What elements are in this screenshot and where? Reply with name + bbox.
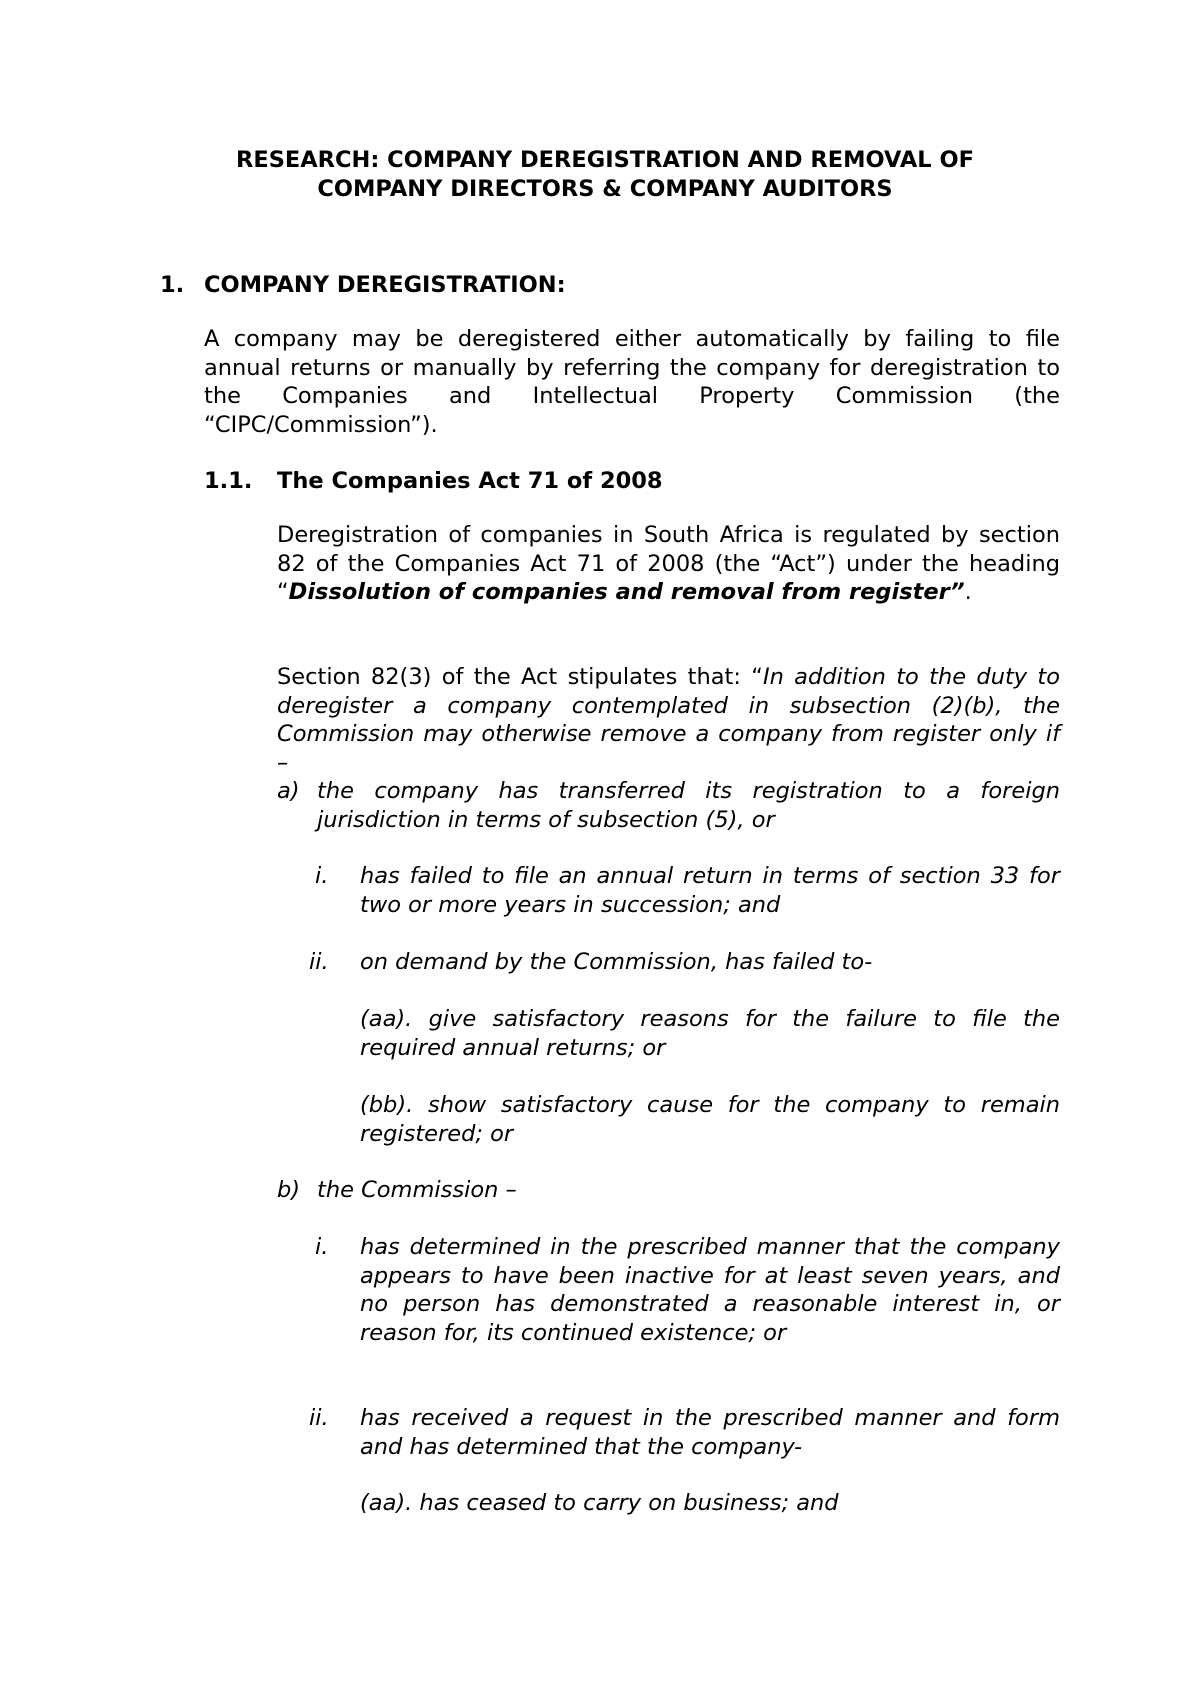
section-82-3-paragraph (277, 663, 1060, 777)
section-1-paragraph: A company may be deregistered either automatically by failing to file annual returns or manually by referring the company for deregistration to the Companies and Intellectual Property Commission (the “CIPC/Commission”). (204, 326, 1060, 438)
item-a-i-label: i. (315, 863, 329, 889)
dissolution-heading-quote: Dissolution of companies and removal from register” (288, 579, 965, 605)
item-a-label: a) (277, 778, 300, 804)
item-b-ii-text: has received a request in the prescribed manner and form and has determined that the company- (360, 1405, 1060, 1460)
section-1-heading: COMPANY DEREGISTRATION: (204, 272, 566, 298)
act-regulation-end: . (964, 579, 972, 605)
document-title-line-1: RESEARCH: COMPANY DEREGISTRATION AND REMOVAL OF (236, 147, 974, 173)
document-title-line-2: COMPANY DIRECTORS & COMPANY AUDITORS (317, 176, 893, 202)
item-a-ii-aa: (aa). give satisfactory reasons for the failure to file the required annual returns; or (360, 1006, 1060, 1061)
item-a-ii-label: ii. (309, 949, 329, 975)
section-82-3-intro: Section 82(3) of the Act stipulates that: “ (277, 664, 763, 690)
item-b-ii-aa: (aa). has ceased to carry on business; and (360, 1490, 839, 1516)
item-b-ii-label: ii. (309, 1405, 329, 1431)
item-a-ii-text: on demand by the Commission, has failed to- (360, 949, 873, 975)
section-82-3-quote: In addition to the duty to deregister a company contemplated in subsection (2)(b), the Commission may otherwise remove a company from register only if – (277, 664, 1061, 776)
act-regulation-paragraph (277, 521, 1060, 607)
item-b-label: b) (277, 1177, 301, 1203)
item-a-i-text: has failed to file an annual return in terms of section 33 for two or more years in succession; and (360, 863, 1060, 918)
item-b-i-label: i. (315, 1234, 329, 1260)
section-1-number: 1. (160, 272, 185, 298)
act-regulation-text: Deregistration of companies in South Africa is regulated by section 82 of the Companies Act 71 of 2008 (the “Act”) under the heading “ (277, 522, 1060, 605)
item-a-ii-bb: (bb). show satisfactory cause for the company to remain registered; or (360, 1092, 1060, 1147)
section-1-1-heading: The Companies Act 71 of 2008 (277, 468, 663, 494)
section-1-1-number: 1.1. (204, 468, 253, 494)
item-a-text: the company has transferred its registration to a foreign jurisdiction in terms of subsection (5), or (317, 778, 1060, 833)
item-b-text: the Commission – (317, 1177, 517, 1203)
item-b-i-text: has determined in the prescribed manner that the company appears to have been inactive for at least seven years, and no person has demonstrated a reasonable interest in, or reason for, its continued existence; or (360, 1234, 1060, 1346)
